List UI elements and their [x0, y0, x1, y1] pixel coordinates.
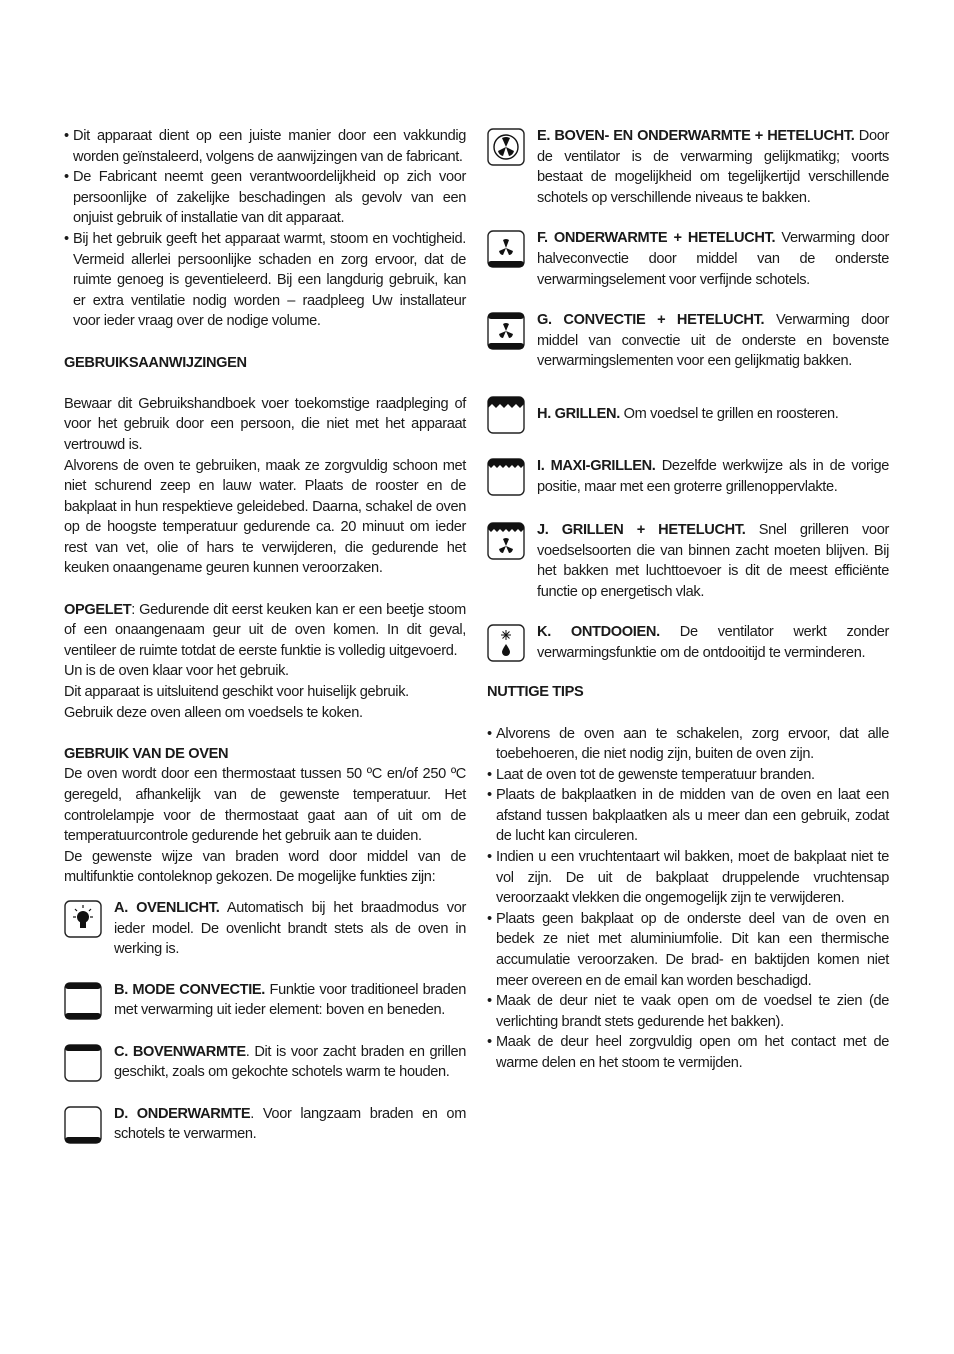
function-item-d — [64, 1104, 466, 1146]
function-text: Verwarming door halveconvectie door middel van de onderste verwarmingselement voor verfijnde schotels. — [537, 230, 889, 288]
function-title: C. BOVENWARMTE — [114, 1043, 246, 1060]
function-text: Om voedsel te grillen en roosteren. — [619, 405, 839, 422]
function-text: Door de ventilator is de verwarming gelijkmatikg; voorts bestaat de mogelijkheid om tegelijkertijd verschillende schotels op verschillende niveaus te bakken. — [537, 128, 890, 206]
function-title: G. CONVECTIE + HETELUCHT. — [537, 312, 765, 329]
top-heat-icon — [64, 1044, 102, 1082]
function-item-j — [487, 520, 889, 602]
function-item-g — [487, 310, 889, 372]
bottom-heat-icon — [64, 1106, 102, 1144]
function-text: Dezelfde werkwijze als in de vorige positie, maar met een groterre grillenoppervlakte. — [537, 457, 889, 495]
maxi-grill-icon — [487, 458, 525, 496]
function-item-i — [487, 456, 889, 498]
tip-bullet: • Maak de deur niet te vaak open om de voedsel te zien (de verlichting brandt stets gedurende het bakken). — [487, 991, 889, 1032]
paragraph: Bewaar dit Gebruikshandboek voer toekomstige raadpleging of voor het gebruik door een persoon, die niet met het apparaat vertrouwd is. — [64, 395, 466, 453]
function-title: B. MODE CONVECTIE. — [114, 981, 265, 998]
section-heading-gebruik-van-de-oven: GEBRUIK VAN DE OVEN — [64, 745, 229, 762]
tip-bullet: • Maak de deur heel zorgvuldig open om het contact met de warme delen en het stoom te vermijden. — [487, 1032, 889, 1073]
function-title: H. GRILLEN. — [537, 405, 620, 422]
paragraph: Gebruik deze oven alleen om voedsels te koken. — [64, 704, 363, 721]
function-text: . Voor langzaam braden en om schotels te verwarmen. — [114, 1105, 467, 1143]
paragraph: Un is de oven klaar voor het gebruik. — [64, 663, 289, 680]
paragraph: De gewenste wijze van braden word door middel van de multifunktie contoleknop gekozen. De mogelijke funkties zijn: — [64, 848, 466, 886]
function-text: . Dit is voor zacht braden en grillen geschikt, zoals om gekochte schotels warm te houden. — [114, 1043, 466, 1081]
grill-fan-icon — [487, 522, 525, 560]
tip-bullet: • Indien u een vruchtentaart wil bakken, moet de bakplaat niet te vol zijn. De uit de bakplaat druppelende vruchtensap veroorzaakt vlekken die ongemogelijk zijn te verwijderen. — [487, 847, 889, 909]
function-item-a — [64, 898, 466, 960]
paragraph: De oven wordt door een thermostaat tussen 50 ºC en/of 250 ºC geregeld, afhankelijk van de gewenste temperatuur. Het controlelampje voor de thermostaat gaat aan of uit om de temperatuurcontrole gedurende het gebruik aan te duiden. — [64, 766, 466, 845]
tip-bullet: • Alvorens de oven aan te schakelen, zorg ervoor, dat alle toebehoeren, die niet nodig zijn, buiten de oven zijn. — [487, 724, 889, 765]
top-bottom-heat-icon — [64, 982, 102, 1020]
function-title: A. OVENLICHT. — [114, 899, 220, 916]
tip-bullet: • Plaats de bakplaatken in de midden van de oven en laat een afstand tussen bakplaatken als u meer dan een gebruik, zodat de lucht kan circuleren. — [487, 785, 889, 847]
grill-icon — [487, 396, 525, 434]
lamp-icon — [64, 900, 102, 938]
function-title: I. MAXI-GRILLEN. — [537, 457, 656, 474]
warning-text: : Gedurende dit eerst keuken kan er een beetje stoom of een onaangenaam geur uit de oven komen. In dit geval, ventileer de ruimte totdat de eerste funktie is volledig uitgevoerd. — [64, 601, 466, 659]
function-title: E. BOVEN- EN ONDERWARMTE + HETELUCHT. — [537, 128, 855, 144]
left-column — [64, 126, 466, 1146]
fan-ring-icon — [487, 128, 525, 166]
fan-bottom-heat-icon — [487, 230, 525, 268]
function-text: Snel grilleren voor voedselsoorten die van binnen zacht moeten blijven. Bij het bakken met luchttoevoer is dit de meest efficiënte functie op energetisch vlak. — [537, 521, 889, 600]
fan-top-bottom-heat-icon — [487, 312, 525, 350]
warning-label: OPGELET — [64, 601, 132, 618]
function-title: K. ONTDOOIEN. — [537, 624, 660, 641]
function-item-b — [64, 980, 466, 1022]
safety-bullet: • De Fabricant neemt geen verantwoordelijkheid op zich voor persoonlijke of zakelijke beschadingen als gevolv van een onjuist gebruik of installatie van dit apparaat. — [64, 167, 466, 229]
right-column — [487, 126, 889, 1074]
function-text: Funktie voor traditioneel braden met verwarming uit ieder element: boven en beneden. — [114, 981, 466, 1019]
paragraph: Alvorens de oven te gebruiken, maak ze zorgvuldig schoon met niet schurend zeep en lauw water. Plaats de rooster en de bakplaat in hun respektieve geleidebed. Daarna, schakel de oven op de hoogste temperatuur gedurende ca. 20 minuut om ieder rest van vet, olie of hars te verwijderen, die gedurende het keuken onaangename geuren kunnen veroorzaken. — [64, 457, 466, 577]
function-text: De ventilator werkt zonder verwarmingsfunktie om de ontdooitijd te verminderen. — [537, 624, 889, 661]
function-text: Automatisch bij het braadmodus vor ieder model. De ovenlicht brandt stets als de oven in werking is. — [114, 899, 467, 958]
function-item-k — [487, 622, 889, 664]
function-text: Verwarming door middel van convectie uit de onderste en bovenste verwarmingslementen voor een gelijkmatig bakken. — [537, 312, 889, 370]
section-heading-gebruiksaanwijzingen: GEBRUIKSAANWIJZINGEN — [64, 354, 247, 371]
function-item-e — [487, 126, 889, 208]
paragraph: Dit apparaat is uitsluitend geschikt voor huiselijk gebruik. — [64, 684, 409, 701]
function-item-f — [487, 228, 889, 290]
defrost-icon — [487, 624, 525, 662]
function-title: J. GRILLEN + HETELUCHT. — [537, 521, 746, 538]
function-item-c — [64, 1042, 466, 1084]
section-heading-nuttige-tips: NUTTIGE TIPS — [487, 684, 584, 701]
function-title: F. ONDERWARMTE + HETELUCHT. — [537, 230, 776, 247]
safety-bullet: • Dit apparaat dient op een juiste manier door een vakkundig worden geïnstaleerd, volgens de aanwijzingen van de fabricant. — [64, 126, 466, 167]
tip-bullet: • Laat de oven tot de gewenste temperatuur branden. — [487, 765, 889, 786]
tip-bullet: • Plaats geen bakplaat op de onderste deel van de oven en bedek ze niet met aluminiumfolie. Dit kan een thermische accumulatie veroorzaken. De brad- en baktijden komen niet meer overeen en de email kan worden beschadigd. — [487, 909, 889, 991]
function-item-h — [487, 394, 889, 436]
warning-paragraph — [64, 600, 466, 662]
function-title: D. ONDERWARMTE — [114, 1105, 251, 1122]
safety-bullet: • Bij het gebruik geeft het apparaat warmt, stoom en vochtigheid. Vermeid allerlei persoonlijke schaden en zorg ervoor, dat de ruimte genoeg is geventieleerd. Bij een langdurig gebruik, kan er extra ventilatie nodig worden – raadpleeg Uw installateur voor ieder vraag over de nodige volume. — [64, 229, 466, 332]
